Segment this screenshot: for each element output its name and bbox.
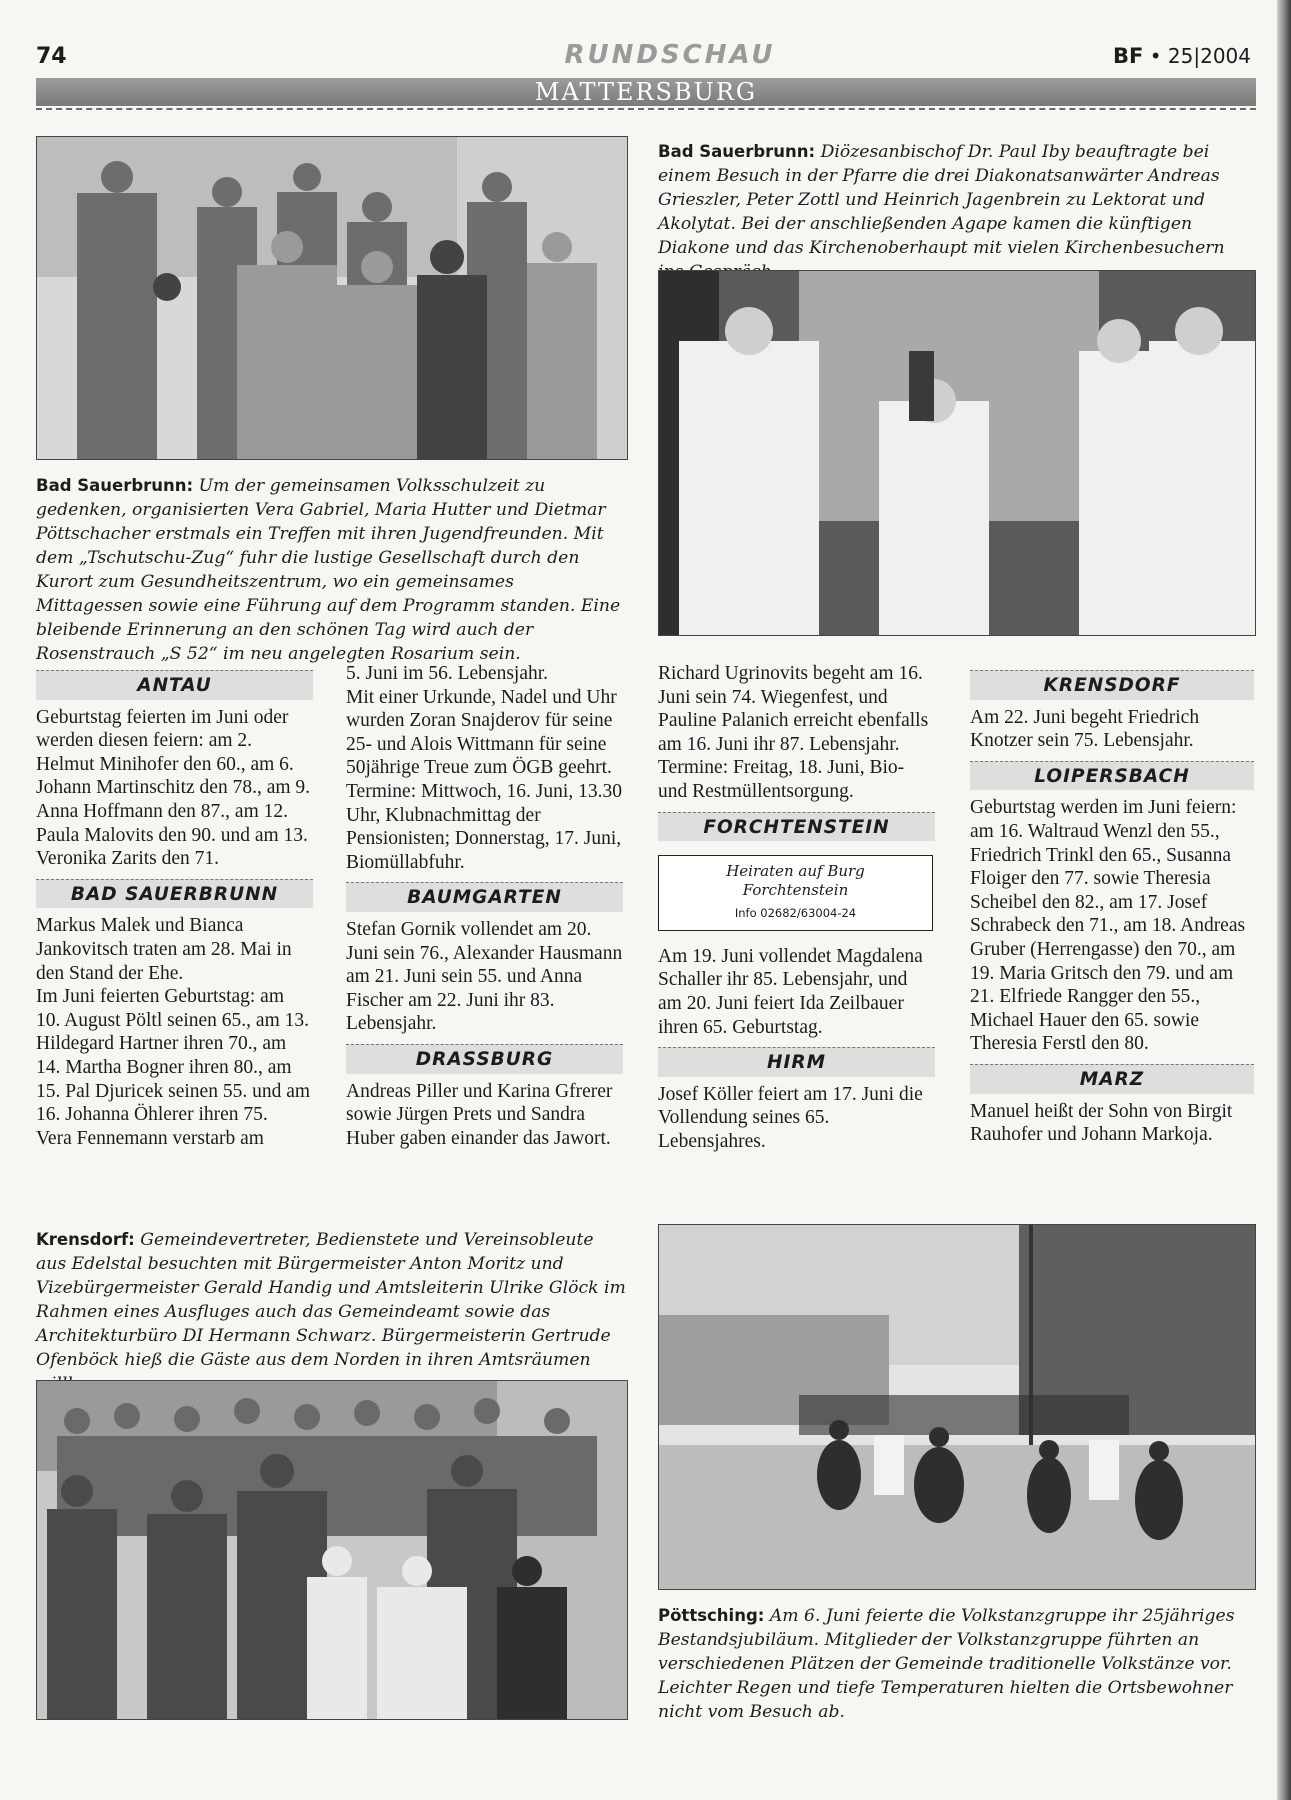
column-3 — [658, 662, 935, 1154]
caption-place: Pöttsching: — [658, 1606, 765, 1625]
column-4 — [970, 662, 1254, 1147]
header-divider — [36, 108, 1256, 110]
page-edge-shadow — [1277, 0, 1291, 1800]
page-number: 74 — [36, 44, 67, 69]
column-2 — [346, 662, 623, 1150]
bad-sauerbrunn-text-2: Im Juni feierten Geburtstag: am 10. August Pöltl seinen 65., am 13. Hildegard Hartner ihren 70., am 14. Martha Bogner ihren 80., am 15. Pal Djuricek seinen 55. und am 16. Johanna Öhlerer ihren 75. — [36, 986, 311, 1126]
caption-text: Diözesanbischof Dr. Paul Iby beauftragte bei einem Besuch in der Pfarre die drei Diakonatsanwärter Andreas Grieszler, Peter Zottl und Heinrich Jagenbrein zu Lektorat und Akolytat. Bei der anschließenden Agape kamen die künftigen Diakone und das Kirchenoberhaupt mit vielen Kirchenbesuchern — [658, 142, 1225, 258]
brand-label: BF — [1113, 44, 1144, 68]
section-title: MATTERSBURG — [534, 78, 758, 106]
continued-text-1: 5. Juni im 56. Lebensjahr. — [346, 663, 549, 684]
section-head-baumgarten: BAUMGARTEN — [346, 882, 623, 912]
section-head-bad-sauerbrunn: BAD SAUERBRUNN — [36, 879, 313, 909]
caption-krensdorf — [36, 1228, 626, 1396]
caption-text: Um der gemeinsamen Volksschulzeit zu gedenken, organisierten Vera Gabriel, Maria Hutter und Dietmar Pöttschacher erstmals ein Treffen mit ihren Jugendfreunden. Mit dem „Tschutschu-Zug“ fuhr die lustige Gesellschaft durch den Kurort zum Gesundheitszentrum, wo ein gemeinsames Mittagessen sowie eine Führung auf dem Programm standen. Eine bleibende Erinnerung an den schönen Tag wird auch der Rosenstrauch „S 52“ im neu angelegten Rosarium sein. — [36, 476, 621, 664]
section-head-krensdorf: KRENSDORF — [970, 670, 1254, 700]
photo-folk-dance — [658, 1224, 1256, 1590]
section-head-loipersbach: LOIPERSBACH — [970, 761, 1254, 791]
issue-bullet: • — [1149, 44, 1162, 68]
issue-number: 25|2004 — [1167, 44, 1251, 68]
loipersbach-text: Geburtstag werden im Juni feiern: am 16. Waltraud Wenzl den 55., Friedrich Trinkl den 65., Susanna Floiger den 77. sowie Theresia Scheibel den 82., am 17. Josef Schrabeck den 71., am 18. Andreas Gruber (Herrengasse) den 70., am 19. Maria Gritsch den 79. und am 21. Elfriede Rangger den 55., Michael Hauer den 65. sowie Theresia Ferstl den 80. — [970, 797, 1246, 1055]
hirm-text: Josef Köller feiert am 17. Juni die Vollendung seines 65. Lebensjahres. — [658, 1083, 923, 1152]
ad-line-1: Heiraten auf Burg — [726, 862, 865, 881]
masthead-title: RUNDSCHAU — [564, 40, 776, 70]
photo-church-ceremony — [658, 270, 1256, 636]
photo-group-bad-sauerbrunn — [36, 136, 628, 460]
bad-sauerbrunn-text-1: Markus Malek und Bianca Jankovitsch traten am 28. Mai in den Stand der Ehe. — [36, 915, 292, 984]
section-head-forchtenstein: FORCHTENSTEIN — [658, 812, 935, 842]
photo-group-krensdorf — [36, 1380, 628, 1720]
section-head-antau: ANTAU — [36, 670, 313, 700]
caption-place: Bad Sauerbrunn: — [658, 142, 816, 161]
section-title-bar — [36, 78, 1256, 106]
ad-info: Info 02682/63004-24 — [734, 906, 857, 921]
caption-text: Gemeindevertreter, Bedienstete und Vereinsobleute aus Edelstal besuchten mit Bürgermeister Anton Moritz und Vizebürgermeister Gerald Handig und Amtsleiterin Ulrike Glöck im Rahmen eines Ausfluges auch das Gemeindeamt sowie das Architekturbüro DI Hermann Schwarz. Bürgermeisterin Gertrude Ofenböck hieß die Gäste aus dem Norden in ihren Amtsräumen — [36, 1230, 626, 1370]
section-head-drassburg: DRASSBURG — [346, 1044, 623, 1074]
antau-text: Geburtstag feierten im Juni oder werden diesen feiern: am 2. Helmut Minihofer den 60., am 6. Johann Martinschitz den 78., am 9. Anna Hoffmann den 87., am 12. Paula Malovits den 90. und am 13. Veronika Zarits den 71. — [36, 706, 311, 870]
continued-text-2: Mit einer Urkunde, Nadel und Uhr wurden Zoran Snajderov für seine 25- und Alois Wittmann für seine 50jährige Treue zum ÖGB geehrt. — [346, 686, 617, 779]
caption-bad-sauerbrunn-reunion — [36, 474, 626, 666]
ad-line-2: Forchtenstein — [742, 881, 849, 900]
drassburg-text: Andreas Piller und Karina Gfrerer sowie Jürgen Prets und Sandra Huber gaben einander das Jawort. — [346, 1080, 613, 1149]
forchtenstein-text: Am 19. Juni vollendet Magdalena Schaller ihr 85. Lebensjahr, und am 20. Juni feiert Ida Zeilbauer ihren 65. Geburtstag. — [658, 945, 923, 1038]
caption-bad-sauerbrunn-church — [658, 140, 1254, 284]
bad-sauerbrunn-text-3: Vera Fennemann verstarb am — [36, 1127, 264, 1149]
continued-text-2: Termine: Freitag, 18. Juni, Bio- und Restmüllentsorgung. — [658, 757, 905, 802]
issue-label — [1113, 44, 1251, 68]
section-head-marz: MARZ — [970, 1064, 1254, 1094]
caption-place: Krensdorf: — [36, 1230, 135, 1249]
continued-text-3: Termine: Mittwoch, 16. Juni, 13.30 Uhr, Klubnachmittag der Pensionisten; Donnerstag, 17. Juni, Biomüllabfuhr. — [346, 780, 622, 873]
caption-text: Am 6. Juni feierte die Volkstanzgruppe ihr 25jähriges Bestandsjubiläum. Mitglieder der Volkstanzgruppe führten an verschiedenen Plätzen der Gemeinde traditionelle Volkstänze vor. Leichter Regen und tiefe Temperaturen hielten die Ortsbewohner nicht vom Besuch ab. — [658, 1606, 1235, 1722]
caption-place: Bad Sauerbrunn: — [36, 476, 194, 495]
column-1 — [36, 662, 313, 1150]
caption-poettsching — [658, 1604, 1254, 1724]
krensdorf-text: Am 22. Juni begeht Friedrich Knotzer sein 75. Lebensjahr. — [970, 706, 1200, 752]
baumgarten-text: Stefan Gornik vollendet am 20. Juni sein 76., Alexander Hausmann am 21. Juni sein 55. und Anna Fischer am 22. Juni ihr 83. Lebensjahr. — [346, 918, 623, 1035]
continued-text-1: Richard Ugrinovits begeht am 16. Juni sein 74. Wiegenfest, und Pauline Palanich erreicht ebenfalls am 16. Juni ihr 87. Lebensjahr. — [658, 663, 929, 755]
marz-text: Manuel heißt der Sohn von Birgit Rauhofer und Johann Markoja. — [970, 1100, 1233, 1146]
section-head-hirm: HIRM — [658, 1047, 935, 1077]
ad-box-heiraten-auf-burg — [658, 855, 933, 931]
